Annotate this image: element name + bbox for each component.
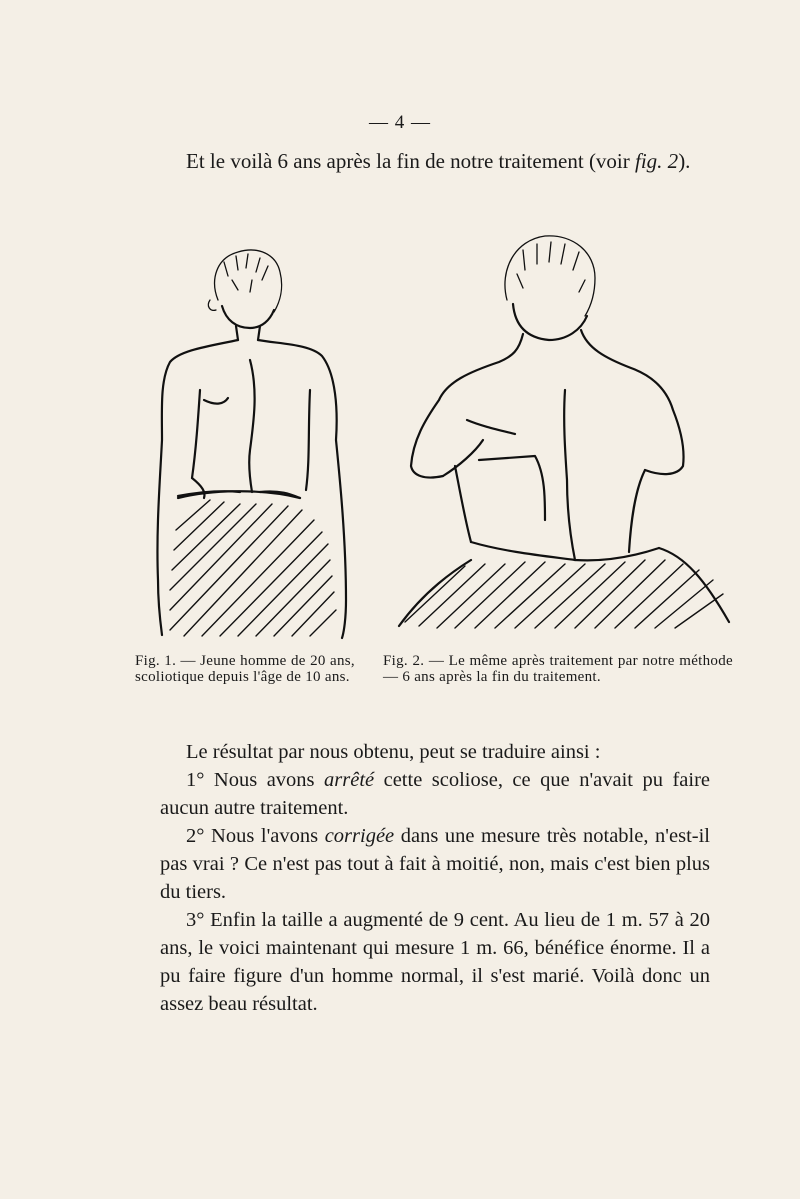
figure-1-illustration bbox=[140, 240, 365, 640]
intro-text-after: ). bbox=[678, 149, 691, 173]
body-text bbox=[160, 738, 710, 1018]
intro-fig-ref: fig. 2 bbox=[635, 149, 679, 173]
paragraph-1: Le résultat par nous obtenu, peut se traduire ainsi : bbox=[186, 741, 601, 763]
paragraph-2-em: arrêté bbox=[324, 769, 375, 791]
figure-2-illustration bbox=[395, 230, 735, 640]
paragraph-3-em: corrigée bbox=[324, 825, 395, 847]
page-number: — 4 — bbox=[369, 112, 431, 133]
paragraph-2 bbox=[160, 766, 710, 822]
intro-text bbox=[160, 146, 710, 177]
intro-paragraph bbox=[160, 146, 710, 177]
intro-text-before: Et le voilà 6 ans après la fin de notre traitement (voir bbox=[186, 149, 636, 173]
figure-2-caption: Fig. 2. — Le même après traitement par notre méthode — 6 ans après la fin du traitement. bbox=[383, 653, 733, 685]
paragraph-3-a: 2° Nous l'avons bbox=[186, 825, 325, 847]
paragraph-2-a: 1° Nous avons bbox=[186, 769, 325, 791]
paragraph-2-b: cette scoliose, ce que n'avait pu faire aucun autre traitement. bbox=[160, 769, 710, 819]
paragraph-3 bbox=[160, 822, 710, 906]
figure-1-caption: Fig. 1. — Jeune homme de 20 ans, scoliotique depuis l'âge de 10 ans. bbox=[135, 653, 355, 685]
paragraph-4: 3° Enfin la taille a augmenté de 9 cent. Au lieu de 1 m. 57 à 20 ans, le voici maintenant qui mesure 1 m. 66, bénéfice énorme. Il a pu faire figure d'un homme normal, il s'est marié. Voilà donc un assez beau résultat. bbox=[160, 909, 710, 1015]
paragraph-3-b: dans une mesure très notable, n'est-il pas vrai ? Ce n'est pas tout à fait à moitié, non, mais c'est bien plus du tiers. bbox=[160, 825, 710, 903]
